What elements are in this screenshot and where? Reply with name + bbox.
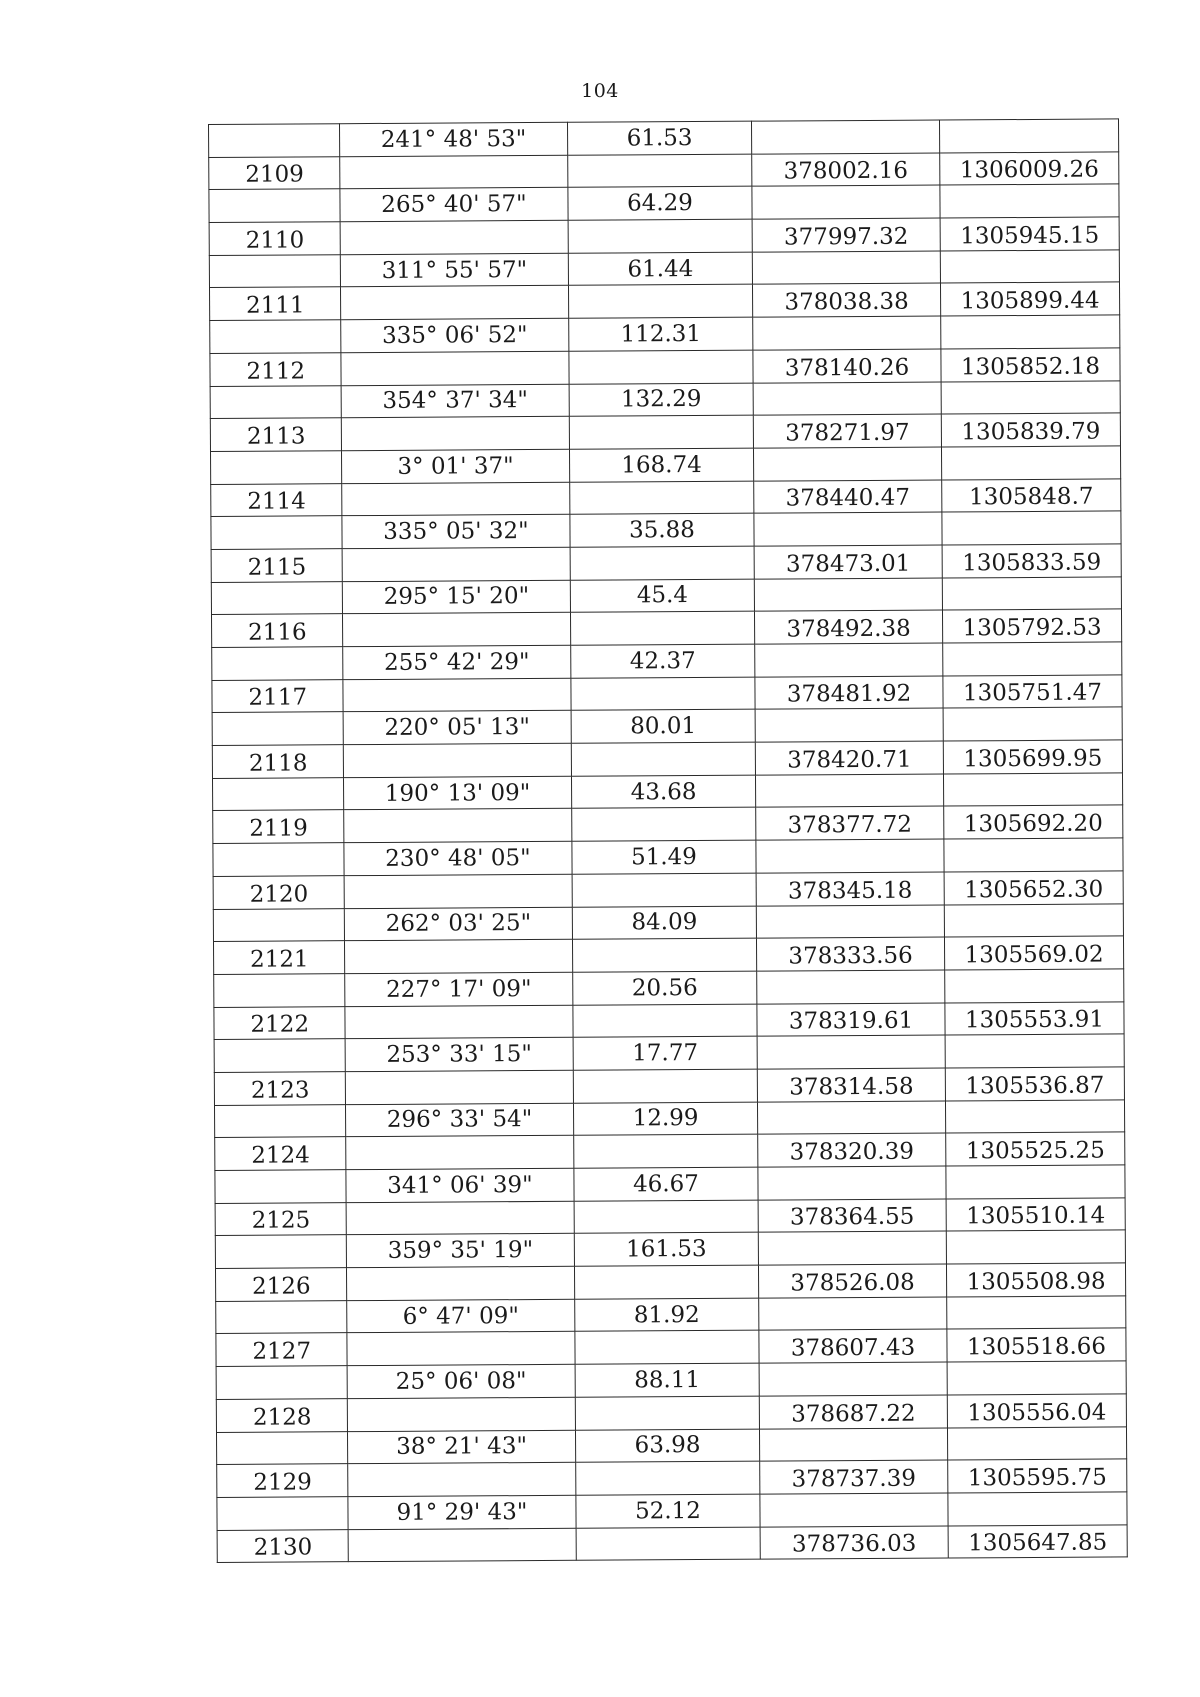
bearing-cell: 354° 37' 34": [341, 384, 569, 418]
northing-cell: [759, 1428, 947, 1462]
distance-cell: 168.74: [569, 448, 753, 482]
easting-cell: 1305792.53: [942, 609, 1121, 643]
station-cell: [212, 647, 343, 680]
distance-cell: [576, 1461, 760, 1495]
bearing-cell: [340, 286, 568, 320]
easting-cell: 1305525.25: [946, 1132, 1125, 1166]
distance-cell: [574, 1265, 758, 1299]
distance-cell: [572, 873, 756, 907]
northing-cell: [755, 708, 943, 742]
bearing-cell: [341, 351, 569, 385]
station-point-row: [213, 805, 1123, 843]
northing-cell: 378314.58: [757, 1068, 945, 1102]
easting-cell: 1305595.75: [948, 1459, 1127, 1493]
survey-traverse-table: [208, 118, 1128, 1563]
traverse-leg-row: [213, 903, 1123, 941]
northing-cell: [757, 1035, 945, 1069]
northing-cell: [752, 185, 940, 219]
easting-cell: [946, 1230, 1125, 1264]
station-cell: 2130: [217, 1529, 348, 1562]
station-point-row: [213, 871, 1123, 909]
northing-cell: 378687.22: [759, 1395, 947, 1429]
distance-cell: [572, 938, 756, 972]
bearing-cell: 311° 55' 57": [340, 253, 568, 287]
station-point-row: [211, 609, 1121, 647]
distance-cell: 161.53: [574, 1233, 758, 1267]
station-cell: 2122: [214, 1006, 345, 1039]
easting-cell: 1305518.66: [947, 1328, 1126, 1362]
distance-cell: 81.92: [575, 1298, 759, 1332]
bearing-cell: [345, 1070, 573, 1104]
station-point-row: [212, 740, 1122, 778]
distance-cell: 132.29: [569, 383, 753, 417]
northing-cell: [754, 512, 942, 546]
distance-cell: 46.67: [574, 1167, 758, 1201]
station-point-row: [211, 478, 1121, 516]
bearing-cell: [346, 1136, 574, 1170]
distance-cell: 80.01: [571, 710, 755, 744]
easting-cell: 1305852.18: [941, 348, 1120, 382]
station-cell: [210, 320, 341, 353]
bearing-cell: [342, 613, 570, 647]
station-point-row: [210, 413, 1120, 451]
northing-cell: [759, 1362, 947, 1396]
traverse-leg-row: [214, 969, 1124, 1007]
station-cell: 2118: [212, 745, 343, 778]
easting-cell: 1305536.87: [945, 1067, 1124, 1101]
bearing-cell: [347, 1332, 575, 1366]
easting-cell: 1305647.85: [948, 1524, 1127, 1558]
northing-cell: 378473.01: [754, 545, 942, 579]
bearing-cell: 227° 17' 09": [345, 972, 573, 1006]
survey-table-container: [208, 118, 1127, 1563]
northing-cell: 378481.92: [755, 676, 943, 710]
easting-cell: [940, 250, 1119, 284]
traverse-leg-row: [215, 1230, 1125, 1268]
northing-cell: 378333.56: [756, 937, 944, 971]
distance-cell: [576, 1527, 760, 1561]
bearing-cell: [343, 678, 571, 712]
bearing-cell: [345, 1005, 573, 1039]
bearing-cell: [344, 809, 572, 843]
station-cell: [216, 1431, 347, 1464]
distance-cell: 45.4: [570, 579, 754, 613]
northing-cell: 378271.97: [753, 414, 941, 448]
station-point-row: [210, 348, 1120, 386]
station-point-row: [209, 152, 1119, 190]
distance-cell: [570, 546, 754, 580]
easting-cell: [941, 446, 1120, 480]
northing-cell: [753, 447, 941, 481]
bearing-cell: 220° 05' 13": [343, 711, 571, 745]
distance-cell: [573, 1004, 757, 1038]
bearing-cell: 335° 06' 52": [341, 318, 569, 352]
easting-cell: [943, 642, 1122, 676]
station-point-row: [212, 675, 1122, 713]
bearing-cell: [343, 743, 571, 777]
station-cell: 2113: [210, 418, 341, 451]
northing-cell: 378736.03: [760, 1526, 948, 1560]
station-cell: [215, 1235, 346, 1268]
easting-cell: 1305839.79: [941, 413, 1120, 447]
station-point-row: [217, 1524, 1127, 1562]
station-cell: 2110: [209, 222, 340, 255]
easting-cell: 1305510.14: [946, 1198, 1125, 1232]
easting-cell: [947, 1426, 1126, 1460]
bearing-cell: 38° 21' 43": [347, 1430, 575, 1464]
station-point-row: [211, 544, 1121, 582]
easting-cell: 1305848.7: [942, 478, 1121, 512]
easting-cell: [946, 1165, 1125, 1199]
northing-cell: [755, 643, 943, 677]
station-point-row: [215, 1263, 1125, 1301]
northing-cell: 378526.08: [758, 1264, 946, 1298]
traverse-leg-row: [215, 1165, 1125, 1203]
traverse-leg-row: [216, 1426, 1126, 1464]
station-point-row: [216, 1394, 1126, 1432]
northing-cell: 378420.71: [755, 741, 943, 775]
bearing-cell: 255° 42' 29": [343, 645, 571, 679]
station-cell: 2125: [215, 1202, 346, 1235]
bearing-cell: 91° 29' 43": [348, 1495, 576, 1529]
station-cell: 2129: [217, 1464, 348, 1497]
page-number: 104: [581, 80, 619, 102]
distance-cell: 112.31: [569, 317, 753, 351]
northing-cell: 378377.72: [756, 806, 944, 840]
station-point-row: [209, 217, 1119, 255]
traverse-leg-row: [211, 577, 1121, 615]
northing-cell: [756, 839, 944, 873]
station-cell: [211, 581, 342, 614]
easting-cell: 1305553.91: [945, 1001, 1124, 1035]
distance-cell: 51.49: [572, 840, 756, 874]
northing-cell: [755, 774, 943, 808]
distance-cell: 63.98: [575, 1429, 759, 1463]
station-cell: 2109: [209, 156, 340, 189]
northing-cell: 378607.43: [759, 1329, 947, 1363]
easting-cell: [947, 1361, 1126, 1395]
bearing-cell: 3° 01' 37": [341, 449, 569, 483]
bearing-cell: [341, 416, 569, 450]
distance-cell: [572, 808, 756, 842]
distance-cell: [568, 285, 752, 319]
distance-cell: [571, 742, 755, 776]
station-cell: 2127: [216, 1333, 347, 1366]
station-cell: [213, 843, 344, 876]
distance-cell: 88.11: [575, 1363, 759, 1397]
bearing-cell: [346, 1266, 574, 1300]
traverse-leg-row: [217, 1492, 1127, 1530]
traverse-leg-row: [216, 1296, 1126, 1334]
distance-cell: [568, 219, 752, 253]
traverse-leg-row: [216, 1361, 1126, 1399]
station-cell: 2117: [212, 679, 343, 712]
distance-cell: 17.77: [573, 1036, 757, 1070]
traverse-leg-row: [210, 446, 1120, 484]
northing-cell: 378038.38: [752, 283, 940, 317]
bearing-cell: 296° 33' 54": [345, 1103, 573, 1137]
traverse-leg-row: [212, 642, 1122, 680]
station-cell: 2121: [213, 941, 344, 974]
northing-cell: 378492.38: [754, 610, 942, 644]
station-point-row: [214, 1001, 1124, 1039]
station-cell: [214, 1104, 345, 1137]
easting-cell: 1305899.44: [940, 282, 1119, 316]
northing-cell: 378737.39: [760, 1460, 948, 1494]
northing-cell: [753, 382, 941, 416]
easting-cell: [941, 315, 1120, 349]
northing-cell: 378364.55: [758, 1199, 946, 1233]
station-cell: [213, 908, 344, 941]
easting-cell: 1305945.15: [940, 217, 1119, 251]
bearing-cell: 341° 06' 39": [346, 1168, 574, 1202]
station-cell: [212, 777, 343, 810]
distance-cell: [574, 1200, 758, 1234]
easting-cell: 1305556.04: [947, 1394, 1126, 1428]
station-cell: [211, 516, 342, 549]
northing-cell: 378440.47: [754, 480, 942, 514]
distance-cell: 12.99: [573, 1102, 757, 1136]
distance-cell: [574, 1134, 758, 1168]
easting-cell: [944, 903, 1123, 937]
station-cell: [215, 1170, 346, 1203]
distance-cell: [573, 1069, 757, 1103]
station-point-row: [215, 1198, 1125, 1236]
bearing-cell: [342, 547, 570, 581]
station-cell: [214, 974, 345, 1007]
easting-cell: [945, 1100, 1124, 1134]
northing-cell: [757, 970, 945, 1004]
station-point-row: [210, 282, 1120, 320]
distance-cell: 43.68: [571, 775, 755, 809]
bearing-cell: [346, 1201, 574, 1235]
traverse-leg-row: [212, 707, 1122, 745]
station-cell: 2116: [211, 614, 342, 647]
station-cell: 2128: [216, 1398, 347, 1431]
bearing-cell: 6° 47' 09": [347, 1299, 575, 1333]
station-cell: [209, 189, 340, 222]
station-point-row: [216, 1328, 1126, 1366]
traverse-leg-row: [214, 1100, 1124, 1138]
traverse-leg-row: [214, 1034, 1124, 1072]
distance-cell: 42.37: [571, 644, 755, 678]
bearing-cell: 253° 33' 15": [345, 1038, 573, 1072]
easting-cell: 1305699.95: [943, 740, 1122, 774]
distance-cell: 84.09: [572, 906, 756, 940]
easting-cell: [948, 1492, 1127, 1526]
station-cell: 2119: [213, 810, 344, 843]
easting-cell: [942, 511, 1121, 545]
northing-cell: 378320.39: [758, 1133, 946, 1167]
bearing-cell: [348, 1528, 576, 1562]
bearing-cell: [344, 939, 572, 973]
easting-cell: [943, 773, 1122, 807]
station-cell: [212, 712, 343, 745]
bearing-cell: 262° 03' 25": [344, 907, 572, 941]
easting-cell: [942, 577, 1121, 611]
bearing-cell: 295° 15' 20": [342, 580, 570, 614]
bearing-cell: [342, 482, 570, 516]
easting-cell: 1305508.98: [946, 1263, 1125, 1297]
station-point-row: [215, 1132, 1125, 1170]
distance-cell: 61.53: [567, 121, 751, 155]
northing-cell: [757, 1101, 945, 1135]
easting-cell: 1305569.02: [944, 936, 1123, 970]
station-cell: [210, 451, 341, 484]
bearing-cell: 190° 13' 09": [343, 776, 571, 810]
distance-cell: [575, 1331, 759, 1365]
traverse-leg-row: [209, 119, 1119, 157]
northing-cell: [756, 905, 944, 939]
distance-cell: 20.56: [573, 971, 757, 1005]
bearing-cell: [340, 220, 568, 254]
northing-cell: [754, 578, 942, 612]
traverse-leg-row: [212, 773, 1122, 811]
northing-cell: 378140.26: [753, 349, 941, 383]
easting-cell: [944, 838, 1123, 872]
bearing-cell: 230° 48' 05": [344, 841, 572, 875]
distance-cell: 61.44: [568, 252, 752, 286]
traverse-leg-row: [209, 184, 1119, 222]
distance-cell: 64.29: [568, 187, 752, 221]
bearing-cell: [344, 874, 572, 908]
station-cell: [209, 254, 340, 287]
easting-cell: [943, 707, 1122, 741]
northing-cell: [760, 1493, 948, 1527]
distance-cell: [569, 350, 753, 384]
station-cell: 2114: [211, 483, 342, 516]
distance-cell: 35.88: [570, 513, 754, 547]
traverse-leg-row: [211, 511, 1121, 549]
station-cell: [209, 124, 340, 157]
easting-cell: 1305652.30: [944, 871, 1123, 905]
northing-cell: [759, 1297, 947, 1331]
distance-cell: [570, 481, 754, 515]
station-cell: [217, 1497, 348, 1530]
station-cell: 2123: [214, 1072, 345, 1105]
bearing-cell: [348, 1462, 576, 1496]
easting-cell: [947, 1296, 1126, 1330]
station-cell: [210, 385, 341, 418]
bearing-cell: 25° 06' 08": [347, 1364, 575, 1398]
easting-cell: 1305751.47: [943, 675, 1122, 709]
bearing-cell: 359° 35' 19": [346, 1234, 574, 1268]
easting-cell: [939, 119, 1118, 153]
easting-cell: 1306009.26: [940, 152, 1119, 186]
easting-cell: 1305692.20: [944, 805, 1123, 839]
station-cell: 2124: [215, 1137, 346, 1170]
station-cell: [214, 1039, 345, 1072]
distance-cell: [571, 677, 755, 711]
easting-cell: [945, 969, 1124, 1003]
bearing-cell: 241° 48' 53": [340, 122, 568, 156]
station-point-row: [217, 1459, 1127, 1497]
station-cell: [216, 1300, 347, 1333]
distance-cell: [568, 154, 752, 188]
distance-cell: 52.12: [576, 1494, 760, 1528]
northing-cell: [752, 251, 940, 285]
station-cell: [216, 1366, 347, 1399]
traverse-leg-row: [213, 838, 1123, 876]
survey-table-body: [209, 119, 1128, 1563]
northing-cell: [751, 120, 939, 154]
station-point-row: [214, 1067, 1124, 1105]
northing-cell: [753, 316, 941, 350]
easting-cell: [940, 184, 1119, 218]
bearing-cell: 335° 05' 32": [342, 515, 570, 549]
station-cell: 2115: [211, 549, 342, 582]
northing-cell: 378345.18: [756, 872, 944, 906]
station-cell: 2120: [213, 875, 344, 908]
northing-cell: 378002.16: [752, 153, 940, 187]
distance-cell: [575, 1396, 759, 1430]
northing-cell: 377997.32: [752, 218, 940, 252]
traverse-leg-row: [209, 250, 1119, 288]
station-cell: 2111: [210, 287, 341, 320]
bearing-cell: [340, 155, 568, 189]
bearing-cell: 265° 40' 57": [340, 188, 568, 222]
station-point-row: [213, 936, 1123, 974]
traverse-leg-row: [210, 380, 1120, 418]
traverse-leg-row: [210, 315, 1120, 353]
northing-cell: 378319.61: [757, 1003, 945, 1037]
northing-cell: [758, 1231, 946, 1265]
easting-cell: [945, 1034, 1124, 1068]
easting-cell: 1305833.59: [942, 544, 1121, 578]
station-cell: 2126: [215, 1268, 346, 1301]
bearing-cell: [347, 1397, 575, 1431]
distance-cell: [569, 415, 753, 449]
station-cell: 2112: [210, 353, 341, 386]
easting-cell: [941, 380, 1120, 414]
northing-cell: [758, 1166, 946, 1200]
distance-cell: [570, 611, 754, 645]
